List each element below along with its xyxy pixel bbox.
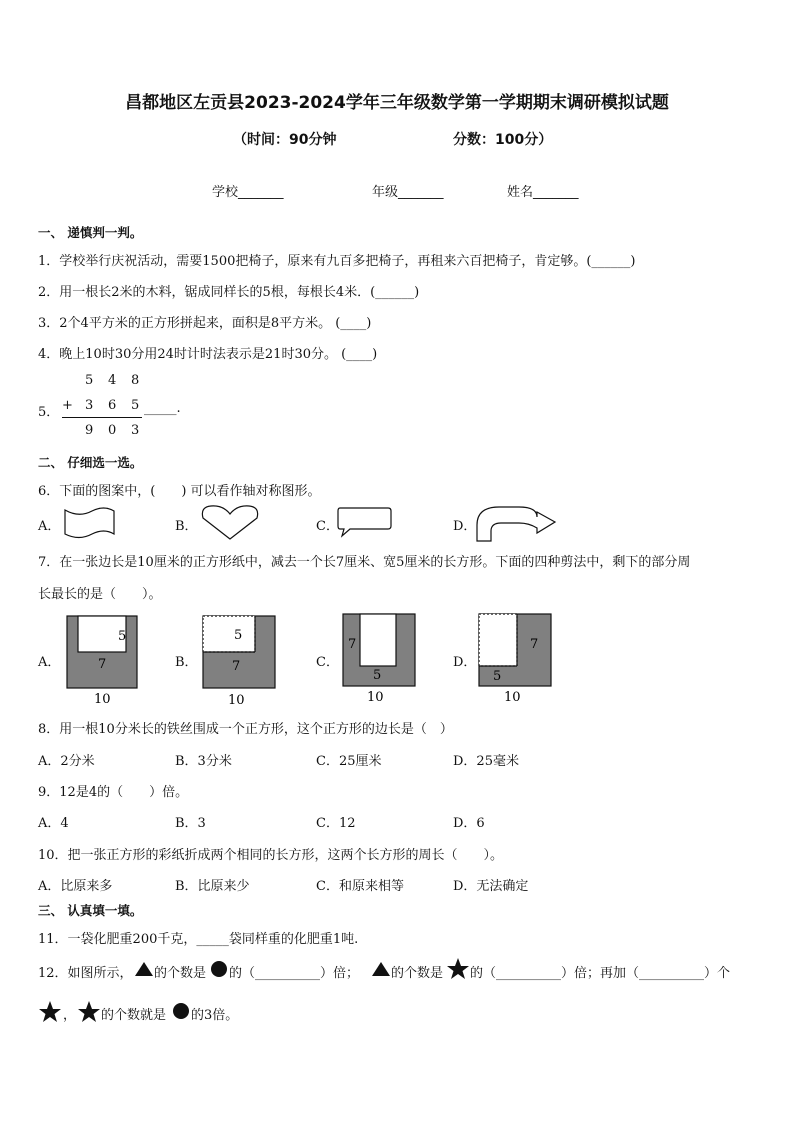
svg-text:7: 7 [232, 659, 241, 674]
sum-digit: 9 [85, 423, 94, 438]
question-12-text: ， [63, 1008, 77, 1023]
svg-text:5: 5 [118, 629, 127, 644]
circle-icon [172, 1002, 190, 1020]
q9-option-d[interactable]: D．6 [453, 816, 485, 831]
q7-option-d-label[interactable]: D． [453, 655, 477, 670]
q8-option-d[interactable]: D．25毫米 [453, 754, 519, 769]
q10-option-c[interactable]: C．和原来相等 [316, 879, 404, 894]
speech-bubble-icon [336, 505, 394, 539]
svg-text:7: 7 [530, 637, 539, 652]
sum-digit: 0 [108, 423, 117, 438]
grade-field[interactable]: 年级_______ [372, 185, 444, 200]
question-6: 6．下面的图案中，( ) 可以看作轴对称图形。 [38, 484, 321, 499]
q6-option-a-label[interactable]: A． [38, 519, 61, 534]
svg-text:5: 5 [234, 628, 243, 643]
question-7-line-2: 长最长的是（ ）。 [38, 587, 162, 602]
question-12-text: 的个数就是 [101, 1008, 167, 1023]
figure-d-cut-left-tall [476, 611, 556, 705]
q6-option-b-label[interactable]: B． [175, 519, 198, 534]
question-1: 1．学校举行庆祝活动，需要1500把椅子，原来有九百多把椅子，再租来六百把椅子，肯定够。(______) [38, 254, 636, 269]
question-3: 3．2个4平方米的正方形拼起来，面积是8平方米。 (____) [38, 316, 372, 331]
section-2-heading: 二、 仔细选一选。 [38, 455, 143, 470]
question-5-number: 5． [38, 405, 60, 420]
svg-text:5: 5 [373, 668, 382, 683]
q7-option-b-label[interactable]: B． [175, 655, 198, 670]
triangle-icon [134, 960, 154, 978]
question-8: 8．用一根10分米长的铁丝围成一个正方形，这个正方形的边长是（ ） [38, 722, 453, 737]
question-12-text: 的3倍。 [191, 1008, 239, 1023]
svg-text:7: 7 [348, 637, 357, 652]
q10-option-a[interactable]: A．比原来多 [38, 879, 113, 894]
figure-b-cut-top-left [200, 613, 280, 707]
name-field[interactable]: 姓名_______ [507, 185, 579, 200]
q7-option-a-label[interactable]: A． [38, 655, 61, 670]
exam-score: 分数：100分） [453, 132, 553, 148]
star-icon [38, 1000, 62, 1024]
question-12-text: 的个数是 [154, 966, 207, 981]
curved-arrow-icon [473, 503, 559, 543]
figure-c-cut-top-middle-tall [340, 611, 420, 705]
addend-1-digit: 4 [108, 373, 117, 388]
addend-2-digit: 5 [131, 398, 140, 413]
school-field[interactable]: 学校_______ [212, 185, 284, 200]
addend-2-digit: 3 [85, 398, 94, 413]
question-12-blank-2[interactable]: 的（__________）倍；再加（__________）个 [470, 966, 731, 981]
q10-option-b[interactable]: B．比原来少 [175, 879, 250, 894]
triangle-icon [371, 960, 391, 978]
answer-blank[interactable]: _____. [144, 401, 181, 416]
sum-line [62, 417, 142, 418]
q6-option-d-label[interactable]: D． [453, 519, 477, 534]
question-7-line-1: 7．在一张边长是10厘米的正方形纸中，减去一个长7厘米、宽5厘米的长方形。下面的四种剪法中，剩下的部分周 [38, 555, 691, 570]
heart-shape-icon [198, 503, 262, 543]
q9-option-b[interactable]: B．3 [175, 816, 206, 831]
question-12-blank-1[interactable]: 的（__________）倍； [229, 966, 360, 981]
q6-option-c-label[interactable]: C． [316, 519, 339, 534]
q9-option-a[interactable]: A．4 [38, 816, 69, 831]
question-9: 9．12是4的（ ）倍。 [38, 785, 189, 800]
section-1-heading: 一、 递慎判一判。 [38, 225, 143, 240]
q8-option-c[interactable]: C．25厘米 [316, 754, 382, 769]
svg-text:10: 10 [94, 692, 111, 707]
question-10: 10．把一张正方形的彩纸折成两个相同的长方形，这两个长方形的周长（ ）。 [38, 848, 504, 863]
sum-digit: 3 [131, 423, 140, 438]
addend-1-digit: 5 [85, 373, 94, 388]
q7-option-c-label[interactable]: C． [316, 655, 339, 670]
svg-text:7: 7 [98, 657, 107, 672]
plus-sign: + [62, 398, 73, 413]
section-3-heading: 三、 认真填一填。 [38, 903, 143, 918]
q9-option-c[interactable]: C．12 [316, 816, 356, 831]
question-11: 11．一袋化肥重200千克，_____袋同样重的化肥重1吨. [38, 932, 359, 947]
flag-shape-icon [62, 506, 118, 540]
question-4: 4．晚上10时30分用24时计时法表示是21时30分。 (____) [38, 347, 378, 362]
q8-option-a[interactable]: A．2分米 [38, 754, 95, 769]
addend-2-digit: 6 [108, 398, 117, 413]
svg-text:10: 10 [228, 693, 245, 707]
addend-1-digit: 8 [131, 373, 140, 388]
star-icon [446, 957, 470, 981]
svg-text:10: 10 [367, 690, 384, 705]
exam-title: 昌都地区左贡县2023-2024学年三年级数学第一学期期末调研模拟试题 [125, 93, 669, 113]
figure-a-cut-top-center [64, 613, 144, 707]
q10-option-d[interactable]: D．无法确定 [453, 879, 529, 894]
question-2: 2．用一根长2米的木料，锯成同样长的5根，每根长4米．(______) [38, 285, 420, 300]
question-12-text: 的个数是 [391, 966, 444, 981]
exam-time: （时间：90分钟 [233, 132, 337, 148]
q8-option-b[interactable]: B．3分米 [175, 754, 232, 769]
star-icon [77, 1000, 101, 1024]
svg-text:10: 10 [504, 690, 521, 705]
svg-text:5: 5 [493, 669, 502, 684]
question-12-text: 12．如图所示， [38, 966, 133, 981]
circle-icon [210, 960, 228, 978]
